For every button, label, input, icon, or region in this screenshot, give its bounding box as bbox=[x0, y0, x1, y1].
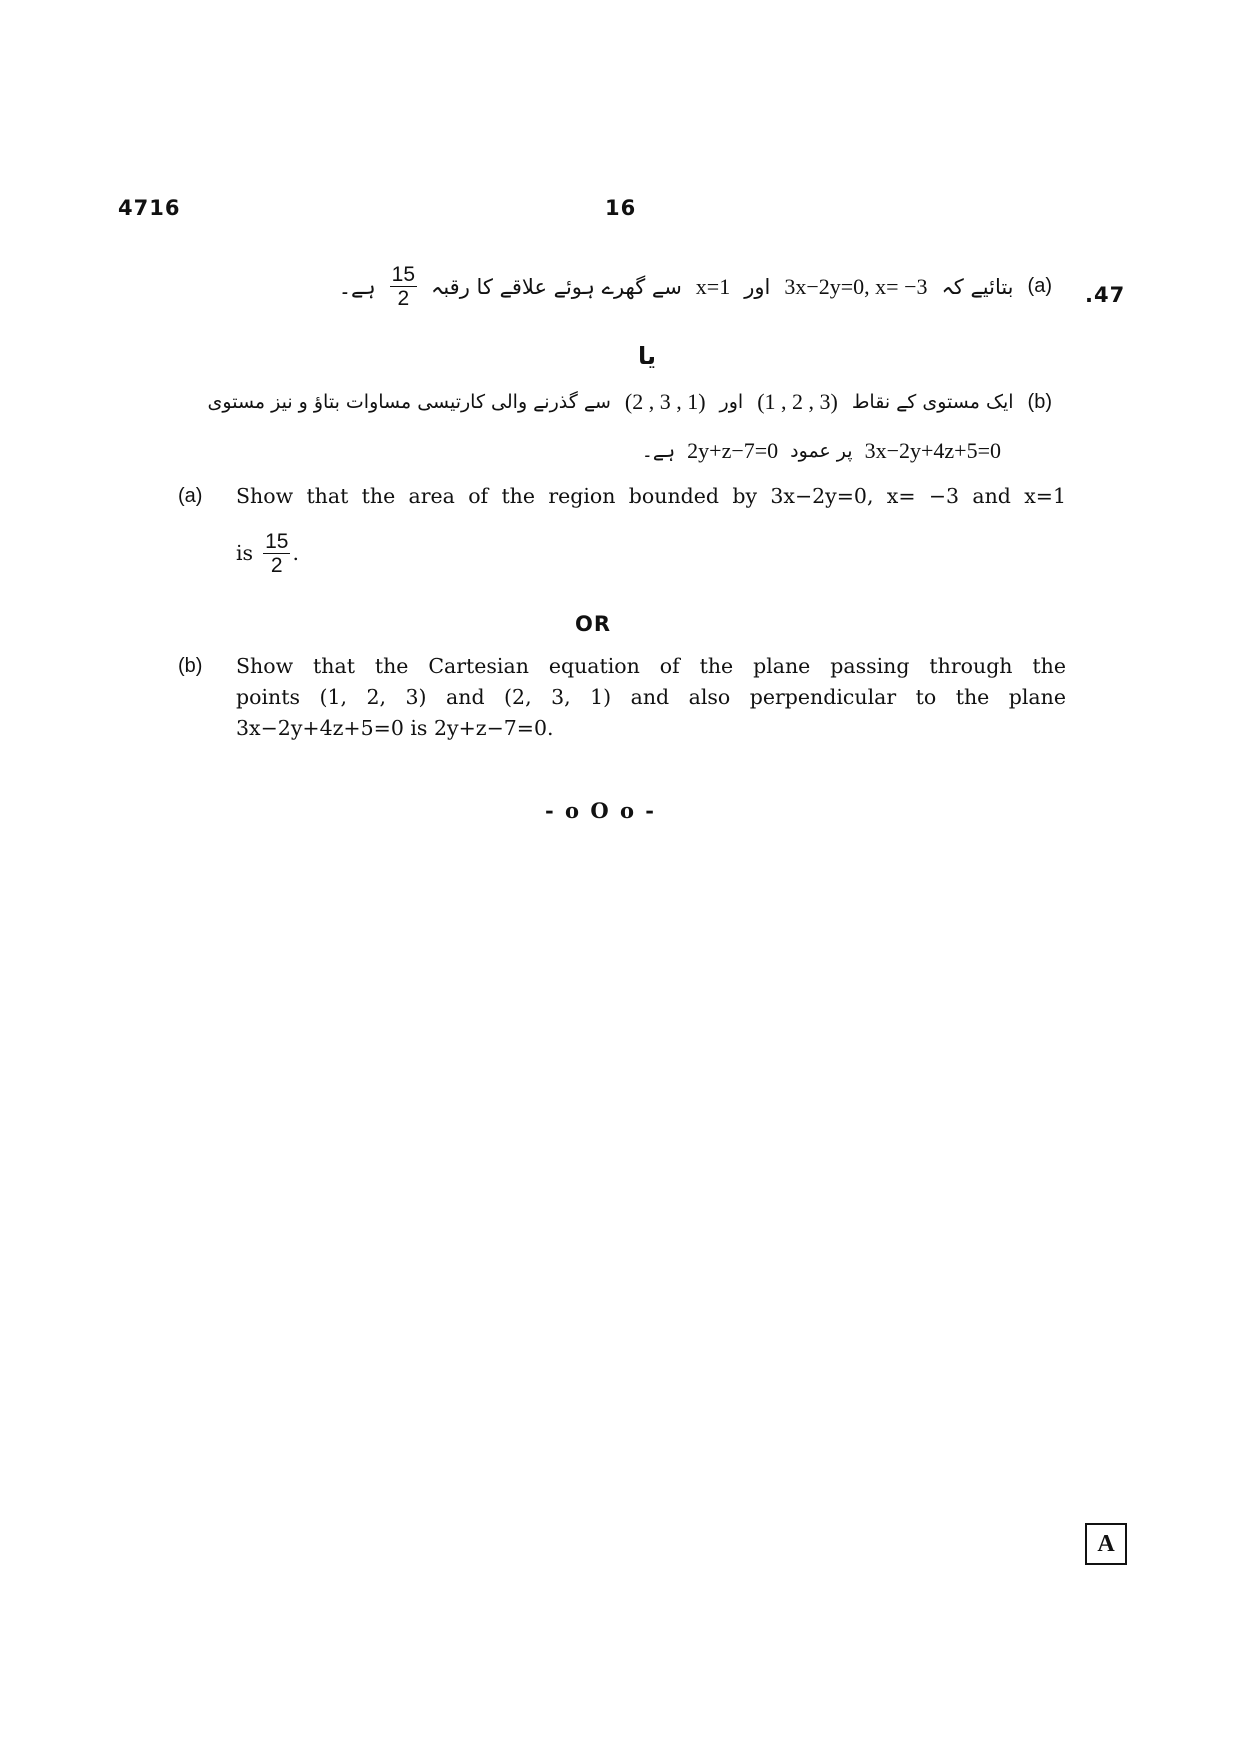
urdu-part-b-line1 bbox=[208, 389, 1052, 415]
english-or: OR bbox=[575, 612, 612, 636]
urdu-b-text-start: ایک مستوی کے نقاط bbox=[851, 391, 1014, 413]
urdu-a-fraction bbox=[390, 263, 417, 310]
english-a-frac-num: 15 bbox=[265, 530, 289, 553]
english-a-period: . bbox=[292, 541, 299, 565]
urdu-part-a bbox=[339, 263, 1052, 310]
urdu-b-text-end: ہے۔ bbox=[641, 440, 676, 462]
english-b-line3: 3x−2y+4z+5=0 is 2y+z−7=0. bbox=[236, 716, 554, 740]
urdu-a-frac-den: 2 bbox=[397, 287, 410, 310]
english-b-label: (b) bbox=[178, 655, 203, 677]
urdu-a-frac-num: 15 bbox=[391, 263, 416, 286]
urdu-a-text-mid: سے گھرے ہوئے علاقے کا رقبہ bbox=[431, 274, 682, 299]
end-of-paper-mark: - o O o - bbox=[545, 798, 656, 823]
urdu-b-math-ans: 2y+z−7=0 bbox=[687, 438, 779, 463]
english-a-is: is bbox=[236, 541, 254, 565]
english-b-line2: points (1, 2, 3) and (2, 3, 1) and also perpendicular to the plane bbox=[236, 685, 1066, 709]
urdu-b-math-plane: 3x−2y+4z+5=0 bbox=[864, 438, 1001, 463]
english-a-frac-den: 2 bbox=[270, 554, 283, 577]
urdu-a-text-end: ہے۔ bbox=[338, 274, 376, 299]
page-number: 16 bbox=[605, 196, 637, 220]
urdu-a-and: اور bbox=[744, 274, 771, 299]
english-a-fraction bbox=[263, 530, 290, 577]
urdu-part-b-line2 bbox=[642, 438, 1001, 464]
urdu-b-and: اور bbox=[719, 391, 744, 413]
urdu-b-perp: پر عمود bbox=[790, 440, 853, 462]
series-badge: A bbox=[1085, 1523, 1127, 1565]
urdu-b-point1: (1 , 2 , 3) bbox=[757, 389, 838, 414]
urdu-a-text-start: بتائیے کہ bbox=[941, 274, 1014, 299]
english-a-result bbox=[236, 530, 299, 577]
urdu-a-label: (a) bbox=[1027, 275, 1052, 297]
english-a-text: Show that the area of the region bounded by 3x−2y=0, x= −3 and x=1 bbox=[236, 484, 1066, 508]
english-a-label: (a) bbox=[178, 485, 203, 507]
question-number: .47 bbox=[1085, 283, 1126, 307]
english-b-line1: Show that the Cartesian equation of the plane passing through the bbox=[236, 654, 1066, 678]
urdu-b-point2: (2 , 3 , 1) bbox=[624, 389, 706, 414]
urdu-a-math: 3x−2y=0, x= −3 bbox=[784, 273, 928, 299]
urdu-b-label: (b) bbox=[1027, 390, 1052, 413]
urdu-b-text-mid: سے گذرنے والی کارتیسی مساوات بتاؤ و نیز مستوی bbox=[207, 391, 611, 413]
urdu-a-math2: x=1 bbox=[695, 273, 731, 299]
urdu-or: یا bbox=[638, 342, 657, 370]
paper-code: 4716 bbox=[118, 196, 181, 220]
